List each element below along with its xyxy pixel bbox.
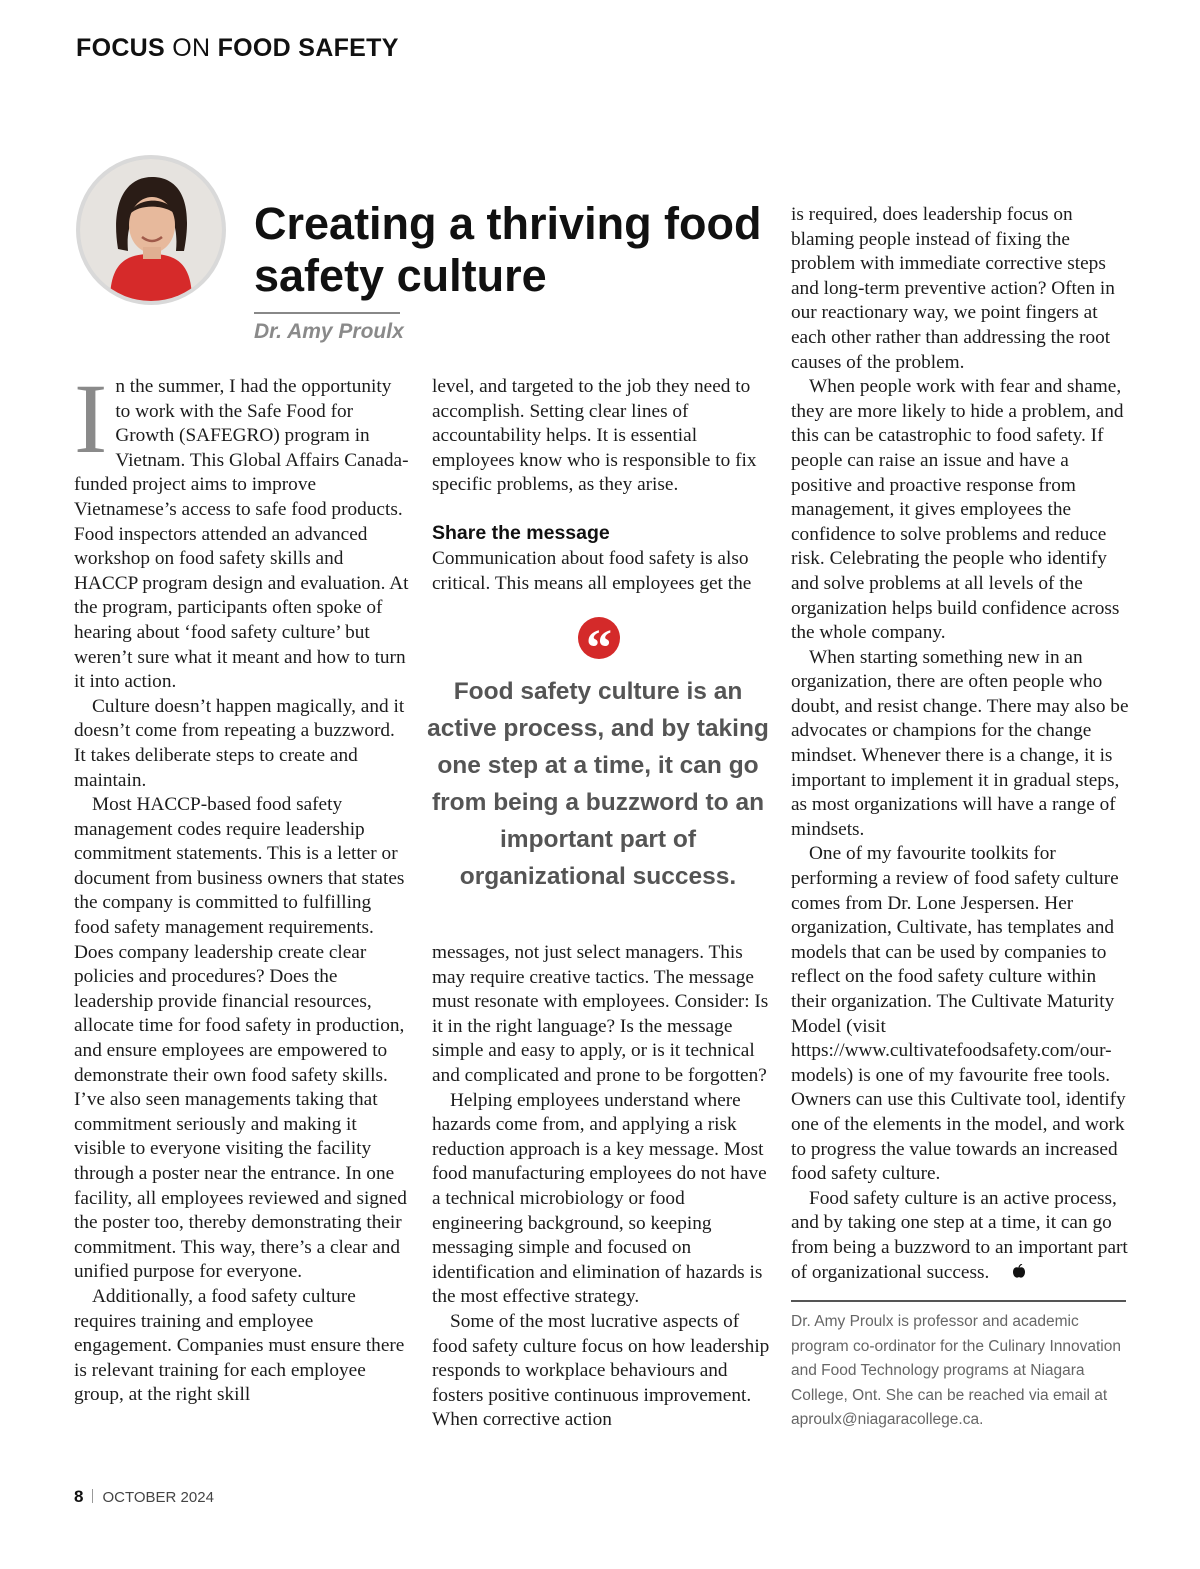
author-bio: Dr. Amy Proulx is professor and academic program co-ordinator for the Culinary Innovation and Food Technology programs at Niagara College, Ont. She can be reached via email at aproulx@niagaracollege.ca. <box>791 1313 1121 1429</box>
issue-date: OCTOBER 2024 <box>102 1489 214 1506</box>
section-header <box>76 34 399 63</box>
paragraph: messages, not just select managers. This may require creative tactics. The message must resonate with employees. Consider: Is it in the right language? Is the message simple and easy to apply, or is it technical and complicated and prone to be forgotten? <box>432 942 769 1086</box>
drop-cap: I <box>74 363 108 474</box>
footer-divider <box>92 1489 93 1503</box>
paragraph: level, and targeted to the job they need to accomplish. Setting clear lines of accountability helps. It is essential employees know who is responsible to fix specific problems, as they arise. <box>432 376 757 496</box>
section-subhead: Share the message <box>432 521 610 544</box>
paragraph: is required, does leadership focus on blaming people instead of fixing the problem with immediate corrective steps and long-term preventive action? Often in our reactionary way, we point fingers at each other rather than addressing the root causes of the problem. <box>791 204 1115 373</box>
paragraph-text: n the summer, I had the opportunity to work with the Safe Food for Growth (SAFEGRO) program in Vietnam. This Global Affairs Canada-funded project aims to improve Vietnamese’s access to safe food products. Food inspectors attended an advanced workshop on food safety skills and HACCP program design and evaluation. At the program, participants often spoke of hearing about ‘food safety culture’ but weren’t sure what it meant and how to turn it into action. <box>74 376 409 693</box>
paragraph <box>74 363 410 695</box>
article-column-3 <box>791 203 1129 1285</box>
closing-text: Food safety culture is an active process, and by taking one step at a time, it can go from being a buzzword to an important part of organizational success. <box>791 1187 1128 1283</box>
article-column-2-top <box>432 375 772 596</box>
bio-divider <box>791 1300 1126 1302</box>
section-header-focus: FOCUS <box>76 34 165 62</box>
article-column-1 <box>74 363 410 1408</box>
article-title: Creating a thriving food safety culture <box>254 198 762 301</box>
paragraph: When people work with fear and shame, they are more likely to hide a problem, and this can be catastrophic to food safety. If people can raise an issue and have a positive and proactive response from management, it gives employees the confidence to solve problems and reduce risk. Celebrating the people who identify and solve problems at all levels of the organization helps build confidence across the whole company. <box>791 376 1124 644</box>
title-divider <box>254 312 400 314</box>
apple-end-mark-icon <box>994 1262 1008 1277</box>
page-number: 8 <box>74 1487 84 1506</box>
article-column-2-bottom <box>432 941 772 1433</box>
section-header-topic: FOOD SAFETY <box>217 34 399 62</box>
paragraph: One of my favourite toolkits for performing a review of food safety culture comes from Dr. Lone Jespersen. Her organization, Cultivate, has templates and models that can be used by companies to reflect on the food safety culture within their organization. The Cultivate Maturity Model (visit https://www.cultivatefoodsafety.com/our-models) is one of my favourite free tools. Owners can use this Cultivate tool, identify one of the elements in the model, and work to progress the value towards an increased food safety culture. <box>791 843 1126 1185</box>
author-portrait-icon <box>80 159 222 301</box>
paragraph: Communication about food safety is also critical. This means all employees get the <box>432 547 752 594</box>
author-avatar <box>76 155 226 305</box>
paragraph <box>791 1187 1129 1285</box>
article-byline: Dr. Amy Proulx <box>254 320 404 343</box>
paragraph: Some of the most lucrative aspects of food safety culture focus on how leadership responds to workplace behaviours and fosters positive continuous improvement. When corrective action <box>432 1310 770 1431</box>
page-footer <box>74 1487 214 1507</box>
section-header-on: ON <box>172 34 211 62</box>
paragraph: Helping employees understand where hazards come from, and applying a risk reduction approach is a key message. Most food manufacturing employees do not have a technical microbiology or food engineering background, so keeping messaging simple and focused on identification and elimination of hazards is the most effective strategy. <box>432 1089 767 1308</box>
paragraph: Culture doesn’t happen magically, and it doesn’t come from repeating a buzzword. It takes deliberate steps to create and maintain. <box>74 695 405 791</box>
paragraph: Most HACCP-based food safety management codes require leadership commitment statements. This is a letter or document from business owners that states the company is committed to fulfilling food safety management requirements. Does company leadership create clear policies and procedures? Does the leadership provide financial resources, allocate time for food safety in production, and ensure employees are empowered to demonstrate their own food safety skills. I’ve also seen managements taking that commitment seriously and making it visible to everyone visiting the facility through a poster near the entrance. In one facility, all employees reviewed and signed the poster too, thereby demonstrating their commitment. This way, there’s a clear and unified purpose for everyone. <box>74 794 407 1283</box>
paragraph: When starting something new in an organization, there are often people who doubt, and resist change. There may also be advocates or champions for the change mindset. Whenever there is a change, it is important to implement it in gradual steps, as most organizations will have a range of mindsets. <box>791 646 1129 840</box>
quote-mark-icon: “ <box>578 617 620 659</box>
pull-quote: Food safety culture is an active process, and by taking one step at a time, it can go from being a buzzword to an important part of organizational success. <box>427 678 769 890</box>
paragraph: Additionally, a food safety culture requires training and employee engagement. Companies must ensure there is relevant training for each employee group, at the right skill <box>74 1285 405 1406</box>
